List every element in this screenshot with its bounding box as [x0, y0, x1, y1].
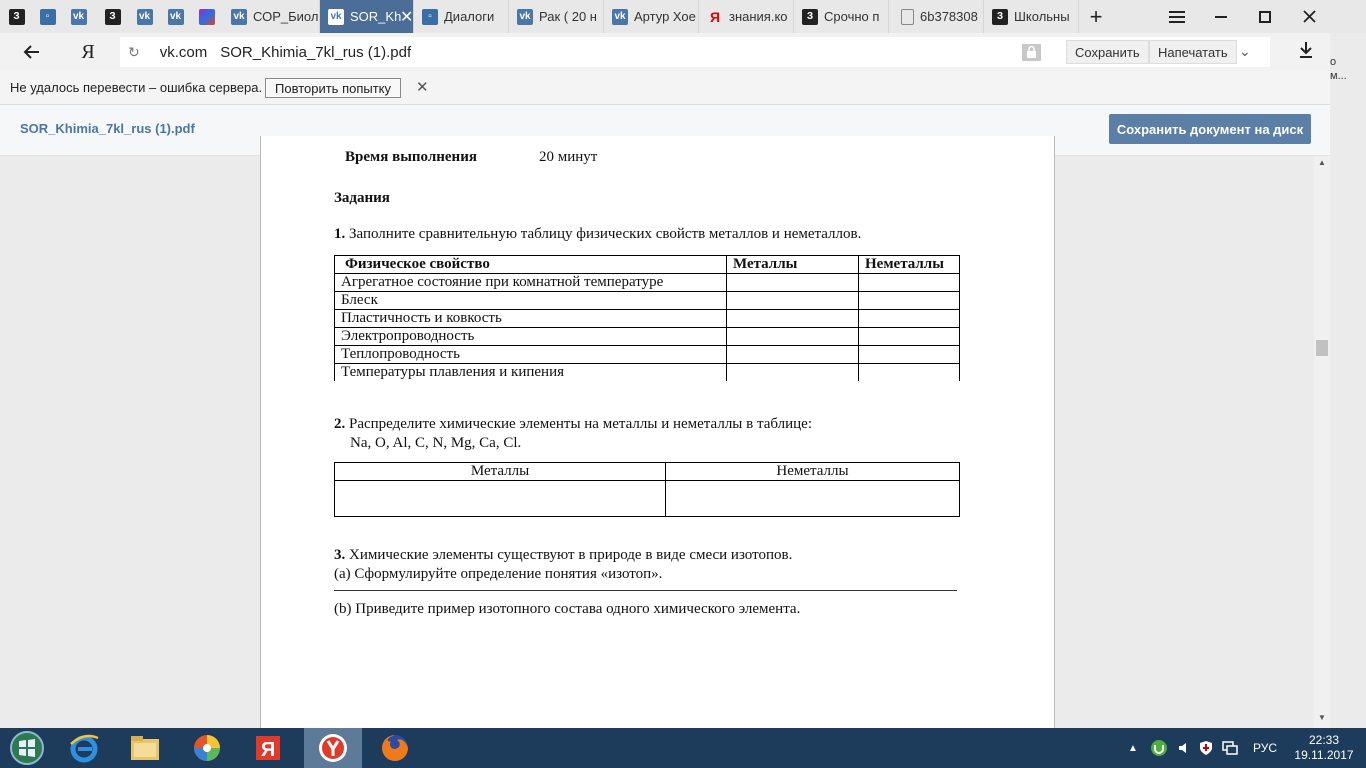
task-1: [334, 226, 861, 243]
close-icon[interactable]: ✕: [416, 79, 429, 96]
tab-znania[interactable]: [699, 0, 794, 33]
vk-messenger-icon: ▫: [40, 9, 56, 25]
utorrent-icon[interactable]: [1150, 728, 1168, 768]
nonmetals-cell: [859, 310, 960, 328]
task-number: 2.: [334, 416, 346, 432]
table-row: [335, 274, 960, 292]
maximize-button[interactable]: [1243, 0, 1287, 33]
task-3b: (b) Приведите пример изотопного состава одного химического элемента.: [334, 601, 801, 617]
background-window-text: [1330, 55, 1366, 83]
lock-icon: [1022, 44, 1041, 61]
back-button[interactable]: [12, 33, 52, 71]
vk-icon: vk: [612, 9, 628, 25]
clock-date: 19.11.2017: [1294, 748, 1354, 762]
scroll-down-icon[interactable]: ▼: [1318, 713, 1326, 722]
tab-label: Диалоги: [444, 9, 495, 24]
z-icon: З: [105, 9, 121, 25]
duration-value: 20 минут: [539, 149, 598, 165]
document-icon: [901, 9, 914, 25]
colorful-app-icon: [192, 733, 222, 763]
answer-line: [334, 590, 957, 591]
task-number: 3.: [334, 547, 346, 563]
tab-artur[interactable]: [604, 0, 699, 33]
nonmetals-cell: [859, 292, 960, 310]
property-cell: Пластичность и ковкость: [335, 310, 727, 328]
tasks-heading: Задания: [334, 190, 390, 206]
tab-label: SOR_Kh: [350, 9, 402, 24]
arrow-left-icon: [24, 45, 40, 59]
download-button[interactable]: [1298, 41, 1314, 64]
nonmetals-cell: [859, 346, 960, 364]
retry-button[interactable]: Повторить попытку: [265, 78, 401, 98]
nonmetals-cell: [859, 364, 960, 382]
minimize-button[interactable]: [1199, 0, 1243, 33]
firefox-icon: [379, 732, 411, 764]
table-row: [335, 328, 960, 346]
tab-srochno[interactable]: [794, 0, 889, 33]
table-header: Неметаллы: [859, 256, 960, 274]
tab-label: СОР_Биол: [253, 9, 319, 24]
tab-label: 6b378308: [920, 9, 978, 24]
address-bar-row: [0, 33, 1330, 71]
vk-icon: vk: [71, 9, 87, 25]
table-row: [335, 346, 960, 364]
close-icon[interactable]: ✕: [400, 8, 414, 26]
svg-text:Я: Я: [260, 739, 276, 761]
yandex-browser-icon: [317, 732, 349, 764]
clock[interactable]: [1294, 733, 1354, 763]
vk-icon: vk: [231, 9, 247, 25]
close-icon: [1303, 10, 1316, 23]
security-shield-icon[interactable]: [1198, 728, 1214, 768]
download-icon: [1298, 41, 1314, 59]
cube-icon: [199, 9, 215, 25]
menu-icon[interactable]: [1155, 0, 1199, 33]
table-row: [335, 292, 960, 310]
tab-label: Школьны: [1014, 9, 1070, 24]
pinned-tab[interactable]: [190, 0, 223, 33]
task-2: [334, 415, 812, 453]
tab-sor-khimia[interactable]: [320, 0, 414, 33]
metals-cell: [727, 328, 859, 346]
maximize-icon: [1259, 11, 1271, 23]
z-icon: З: [802, 9, 818, 25]
table-header: Металлы: [727, 256, 859, 274]
property-cell: Теплопроводность: [335, 346, 727, 364]
save-button[interactable]: Сохранить: [1066, 40, 1149, 64]
side-text: м...: [1330, 70, 1347, 82]
tab-label: Срочно п: [824, 9, 880, 24]
tab-sor-biol[interactable]: [223, 0, 320, 33]
z-icon: З: [9, 9, 25, 25]
save-to-disk-button[interactable]: Сохранить документ на диск: [1109, 114, 1311, 144]
task-text: Заполните сравнительную таблицу физических свойств металлов и неметаллов.: [349, 226, 862, 242]
vk-icon: vk: [328, 9, 344, 25]
network-icon[interactable]: [1222, 728, 1238, 768]
property-cell: Блеск: [335, 292, 727, 310]
nonmetals-cell: [666, 481, 960, 517]
side-text: о: [1330, 56, 1337, 68]
start-button[interactable]: [0, 728, 54, 768]
properties-table: [334, 255, 960, 381]
task-text: Распределите химические элементы на металлы и неметаллы в таблице:: [349, 416, 812, 432]
clock-time: 22:33: [1308, 733, 1340, 747]
folder-icon: [129, 734, 161, 762]
tab-label: Рак ( 20 н: [539, 9, 597, 24]
pinned-tab[interactable]: [0, 0, 33, 33]
tab-rak[interactable]: [509, 0, 604, 33]
taskbar: [0, 728, 1366, 768]
table-row: [335, 364, 960, 382]
table-header: Металлы: [335, 463, 666, 481]
file-explorer-button[interactable]: [118, 728, 172, 768]
tab-label: знания.ко: [729, 9, 788, 24]
vk-icon: vk: [137, 9, 153, 25]
task-3a: (а) Сформулируйте определение понятия «изотоп».: [334, 566, 663, 582]
pinned-tab[interactable]: [62, 0, 95, 33]
scrollbar-thumb[interactable]: [1316, 340, 1328, 356]
reload-icon[interactable]: ↻: [128, 43, 140, 60]
pinned-tab[interactable]: [31, 0, 64, 33]
metals-cell: [727, 310, 859, 328]
table-header: Физическое свойство: [335, 256, 727, 274]
vk-messenger-icon: ▫: [422, 9, 438, 25]
windows-start-icon: [9, 730, 45, 766]
yandex-app-button[interactable]: [241, 728, 295, 768]
task-3: [334, 546, 792, 584]
translate-error-bar: [0, 71, 1330, 105]
chevron-down-icon[interactable]: ⌄: [1239, 43, 1251, 59]
yandex-browser-button[interactable]: [304, 728, 362, 768]
metals-cell: [727, 364, 859, 382]
pdf-filename: SOR_Khimia_7kl_rus (1).pdf: [20, 121, 195, 136]
close-window-button[interactable]: [1287, 0, 1331, 33]
pdf-viewport[interactable]: [0, 149, 1330, 728]
scroll-up-icon[interactable]: ▲: [1318, 158, 1326, 167]
nonmetals-cell: [859, 274, 960, 292]
vk-icon: vk: [517, 9, 533, 25]
hamburger-icon: [1169, 11, 1185, 23]
minimize-icon: [1215, 16, 1227, 18]
tab-bar: [0, 0, 1366, 33]
yandex-logo-icon[interactable]: Я: [81, 40, 95, 63]
internet-explorer-icon: [68, 732, 100, 764]
yandex-icon: Я: [709, 8, 721, 25]
nonmetals-cell: [859, 328, 960, 346]
tab-6b378308[interactable]: [889, 0, 984, 33]
firefox-button[interactable]: [368, 728, 422, 768]
tab-dialogs[interactable]: [414, 0, 509, 33]
elements-list: Na, O, Al, C, N, Mg, Ca, Cl.: [350, 435, 522, 451]
table-header-row: [335, 463, 960, 481]
vk-icon: vk: [168, 9, 184, 25]
pdf-page: [260, 136, 1055, 756]
table-header-row: [335, 256, 960, 274]
metals-cell: [727, 274, 859, 292]
property-cell: Агрегатное состояние при комнатной температуре: [335, 274, 727, 292]
table-row: [335, 310, 960, 328]
pinned-tab[interactable]: [128, 0, 161, 33]
metals-cell: [727, 292, 859, 310]
task-text: Химические элементы существуют в природе в виде смеси изотопов.: [349, 547, 793, 563]
pinned-tab[interactable]: [159, 0, 192, 33]
language-indicator[interactable]: РУС: [1253, 741, 1278, 755]
table-row: [335, 481, 960, 517]
url-domain: vk.com: [159, 43, 208, 61]
task-number: 1.: [334, 226, 346, 242]
property-cell: Температуры плавления и кипения: [335, 364, 727, 382]
pinned-tab[interactable]: [96, 0, 129, 33]
tray-expand-icon[interactable]: ▲: [1128, 742, 1138, 754]
volume-icon[interactable]: [1177, 728, 1191, 768]
tab-label: Артур Хое: [634, 9, 696, 24]
tab-shkolnye[interactable]: [984, 0, 1079, 33]
duration-label: Время выполнения: [345, 149, 477, 165]
z-icon: З: [992, 9, 1008, 25]
table-header: Неметаллы: [666, 463, 960, 481]
media-app-button[interactable]: [180, 728, 234, 768]
metals-cell: [335, 481, 666, 517]
new-tab-button[interactable]: +: [1089, 3, 1103, 29]
vertical-scrollbar[interactable]: [1314, 156, 1330, 728]
url-title: SOR_Khimia_7kl_rus (1).pdf: [220, 43, 412, 61]
yandex-icon: [253, 733, 283, 763]
print-button[interactable]: Напечатать: [1149, 40, 1237, 64]
property-cell: Электропроводность: [335, 328, 727, 346]
translate-error-message: Не удалось перевести – ошибка сервера.: [10, 80, 263, 95]
classification-table: [334, 462, 960, 517]
metals-cell: [727, 346, 859, 364]
internet-explorer-button[interactable]: [57, 728, 111, 768]
